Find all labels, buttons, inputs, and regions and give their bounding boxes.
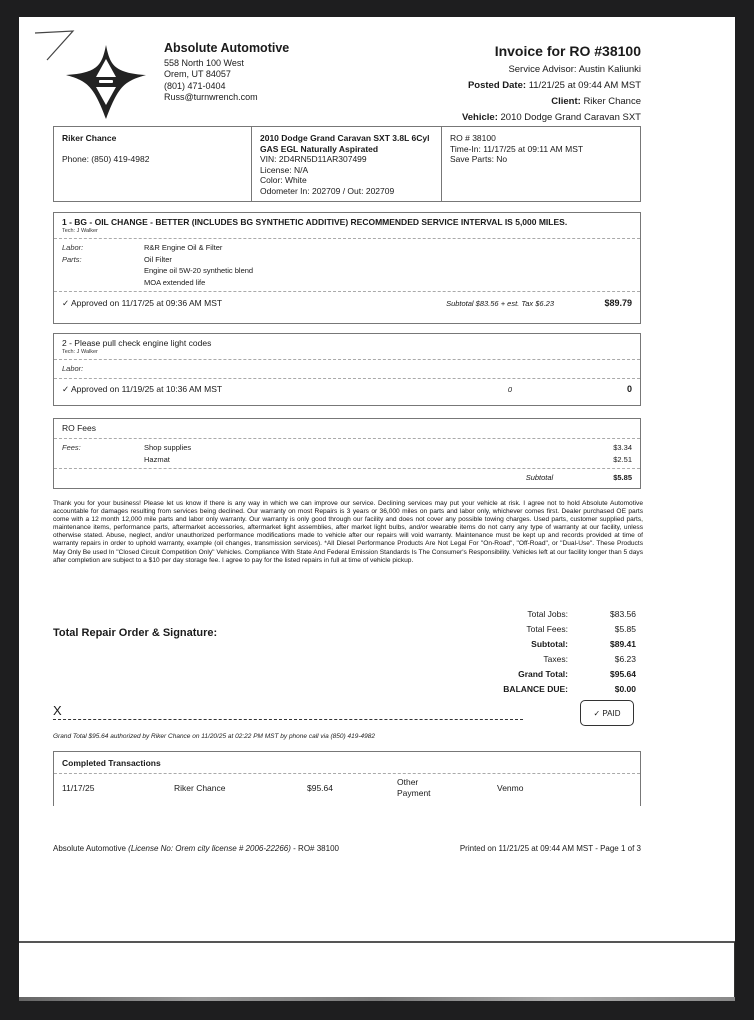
- totals-label: Grand Total:: [518, 668, 568, 679]
- company-email: Russ@turnwrench.com: [164, 92, 258, 102]
- vehicle-line-1: 2010 Dodge Grand Caravan SXT 3.8L 6Cyl: [260, 133, 430, 143]
- totals-row: [490, 651, 636, 666]
- totals-label: BALANCE DUE:: [503, 683, 568, 694]
- transaction-amount: $95.64: [307, 783, 333, 793]
- background-bottom: [0, 1001, 754, 1020]
- job-lines: [54, 360, 640, 378]
- labor-item: R&R Engine Oil & Filter: [144, 243, 223, 252]
- fees-label: Fees:: [62, 443, 81, 452]
- job-title: 1 - BG - OIL CHANGE - BETTER (INCLUDES BG SYNTHETIC ADDITIVE) RECOMMENDED SERVICE INTERVAL IS 5,000 MILES.: [62, 217, 568, 227]
- job-approval-row: [54, 379, 640, 399]
- posted-date-value: 11/21/25 at 09:44 AM MST: [528, 80, 641, 91]
- paid-stamp: ✓ PAID: [580, 700, 634, 726]
- totals-value: $5.85: [614, 623, 636, 634]
- totals-row: [490, 621, 636, 636]
- part-item: MOA extended life: [144, 277, 206, 287]
- fees-subtotal-row: [54, 469, 640, 486]
- invoice-title: Invoice for RO #38100: [494, 43, 641, 59]
- transaction-type-line-2: Payment: [397, 788, 431, 798]
- job-card: [53, 333, 641, 406]
- company-logo-icon: [66, 45, 146, 119]
- service-advisor-label: Service Advisor:: [508, 64, 577, 75]
- fee-name: Hazmat: [144, 454, 170, 464]
- footer-ro: - RO# 38100: [293, 844, 339, 853]
- totals-row: [490, 666, 636, 681]
- totals-label: Total Jobs:: [527, 608, 568, 619]
- job-card: [53, 212, 641, 324]
- job-approval-row: [54, 292, 640, 314]
- ro-fees-card: [53, 418, 641, 489]
- ro-time-in: Time-In: 11/17/25 at 09:11 AM MST: [450, 143, 584, 154]
- completed-transactions: [53, 751, 641, 806]
- page-footer: [53, 844, 641, 853]
- company-name: Absolute Automotive: [164, 41, 290, 55]
- job-tech: Tech: J Walker: [62, 349, 98, 355]
- parts-label: Parts:: [62, 254, 82, 264]
- job-total: 0: [626, 384, 632, 394]
- transaction-type: [397, 777, 497, 799]
- transactions-title: Completed Transactions: [54, 752, 640, 774]
- job-total: $89.79: [604, 298, 632, 308]
- fees-title: RO Fees: [62, 423, 97, 433]
- posted-date-label: Posted Date:: [467, 80, 527, 91]
- transaction-name: Riker Chance: [174, 783, 226, 793]
- vehicle-line-2: GAS EGL Naturally Aspirated: [260, 143, 379, 154]
- footer-license: (License No: Orem city license # 2006-22266): [128, 844, 291, 853]
- vehicle-vin: VIN: 2D4RN5D11AR307499: [260, 154, 367, 164]
- ro-save-parts: Save Parts: No: [450, 154, 508, 164]
- service-advisor-value: Austin Kaliunki: [578, 64, 641, 75]
- transaction-row: [54, 774, 640, 802]
- totals-table: [490, 606, 636, 696]
- customer-phone: Phone: (850) 419-4982: [62, 153, 150, 164]
- ro-info-box: [53, 126, 641, 202]
- totals-row: [490, 606, 636, 621]
- company-phone: (801) 471-0404: [164, 80, 226, 91]
- signature-x-mark: X: [53, 703, 62, 718]
- client: [462, 94, 641, 110]
- approval-status: ✓ Approved on 11/17/25 at 09:36 AM MST: [62, 297, 223, 308]
- company-address-2: Orem, UT 84057: [164, 69, 231, 79]
- signature-title: Total Repair Order & Signature:: [53, 627, 218, 639]
- company-address-1: 558 North 100 West: [164, 57, 244, 68]
- invoice-header: [462, 43, 641, 126]
- part-item: Engine oil 5W-20 synthetic blend: [144, 266, 254, 275]
- footer-company: Absolute Automotive: [53, 844, 126, 853]
- customer-name: Riker Chance: [62, 133, 117, 143]
- vehicle-value: 2010 Dodge Grand Caravan SXT: [500, 112, 641, 123]
- job-lines: [54, 239, 640, 291]
- scan-next-page: [19, 942, 735, 998]
- footer-printed: Printed on 11/21/25 at 09:44 AM MST - Page 1 of 3: [459, 844, 641, 853]
- vehicle-column: [252, 127, 442, 201]
- totals-value: $95.64: [610, 668, 636, 679]
- fee-amount: $3.34: [613, 443, 632, 452]
- labor-label: Labor:: [62, 243, 84, 252]
- labor-label: Labor:: [62, 364, 84, 373]
- fee-row: [54, 454, 640, 466]
- fee-name: Shop supplies: [144, 443, 192, 452]
- transaction-method: Venmo: [497, 783, 524, 793]
- job-tech: Tech: J Walker: [62, 228, 98, 234]
- vehicle-odometer: Odometer In: 202709 / Out: 202709: [260, 185, 395, 196]
- totals-value: $83.56: [610, 608, 636, 619]
- totals-value: $6.23: [614, 653, 636, 664]
- totals-value: $89.41: [610, 638, 636, 649]
- posted-date: [462, 78, 641, 94]
- client-label: Client:: [551, 96, 581, 107]
- totals-label: Total Fees:: [526, 623, 568, 634]
- job-title: 2 - Please pull check engine light codes: [62, 338, 212, 348]
- totals-row: [490, 681, 636, 696]
- totals-label: Taxes:: [543, 653, 568, 664]
- approval-status: ✓ Approved on 11/19/25 at 10:36 AM MST: [62, 383, 223, 394]
- job-subtotal: Subtotal $83.56 + est. Tax $6.23: [446, 298, 554, 308]
- part-item: Oil Filter: [144, 254, 172, 264]
- fees-subtotal-value: $5.85: [613, 473, 632, 482]
- fees-subtotal-label: Subtotal: [525, 473, 554, 482]
- ro-column: [442, 127, 640, 201]
- footer-left: [53, 844, 339, 853]
- transaction-type-line-1: Other: [397, 777, 419, 787]
- totals-value: $0.00: [614, 683, 636, 694]
- customer-column: [54, 127, 252, 201]
- signature-line[interactable]: [53, 719, 523, 720]
- vehicle: [462, 110, 641, 126]
- transaction-date: 11/17/25: [62, 783, 95, 793]
- vehicle-label: Vehicle:: [461, 112, 498, 123]
- totals-label: Subtotal:: [531, 638, 568, 649]
- vehicle-license: License: N/A: [260, 164, 309, 175]
- vehicle-color: Color: White: [260, 175, 307, 185]
- terms-text: Thank you for your business! Please let us know if there is any way in which we can improve our service. Declining services may put your vehicle at risk. I agree not to hold Absolute Automotive accountable for damages resulting from services being declined. Our warranty on most Repairs is 3 years or 36,000 miles on parts and labor only, whichever comes first. Dealer purchased OE parts come with a 12 month 12,000 mile parts and labor only warranty. Our warranty is only good through our facility and does not cover any possible towing charges. Used parts, customer supplied parts, maintenance items, performance parts, aftermarket accessories, aftermarket light assemblies, after market light bulbs, and/or wearable items do not carry any type of warranty at our facility, unless otherwise stated. Abuse, neglect, and/or unauthorized performance modifications made to vehicle after our repairs will void warranty. Maintenance must be kept up and records provided at time of warranty repairs in order to uphold warranty, example (oil changes, transmission services). *All Diesel Performance Products Are Not Legal For "On-Road", "Off-Road", or "Dual-Use". These Products May Only Be used In "Closed Circuit Competition Only" Vehicles. Compliance With State And Federal Emission Standards Is The Consumer's Responsibility. Vehicles left at our facility longer than 5 days after completion are subject to a $10 per day storage fee. I agree to pay for the listed repairs in full at time of vehicle pickup.: [53, 500, 643, 564]
- client-value: Riker Chance: [583, 96, 641, 107]
- fee-row: [54, 442, 640, 454]
- fee-amount: $2.51: [613, 454, 632, 464]
- job-subtotal: 0: [507, 384, 512, 394]
- authorization-note: Grand Total $95.64 authorized by Riker Chance on 11/20/25 at 02:22 PM MST by phone call via (850) 419-4982: [53, 733, 375, 740]
- ro-number: RO # 38100: [450, 133, 496, 143]
- service-advisor: [462, 62, 641, 78]
- company-info: [164, 43, 289, 104]
- totals-row: [490, 636, 636, 651]
